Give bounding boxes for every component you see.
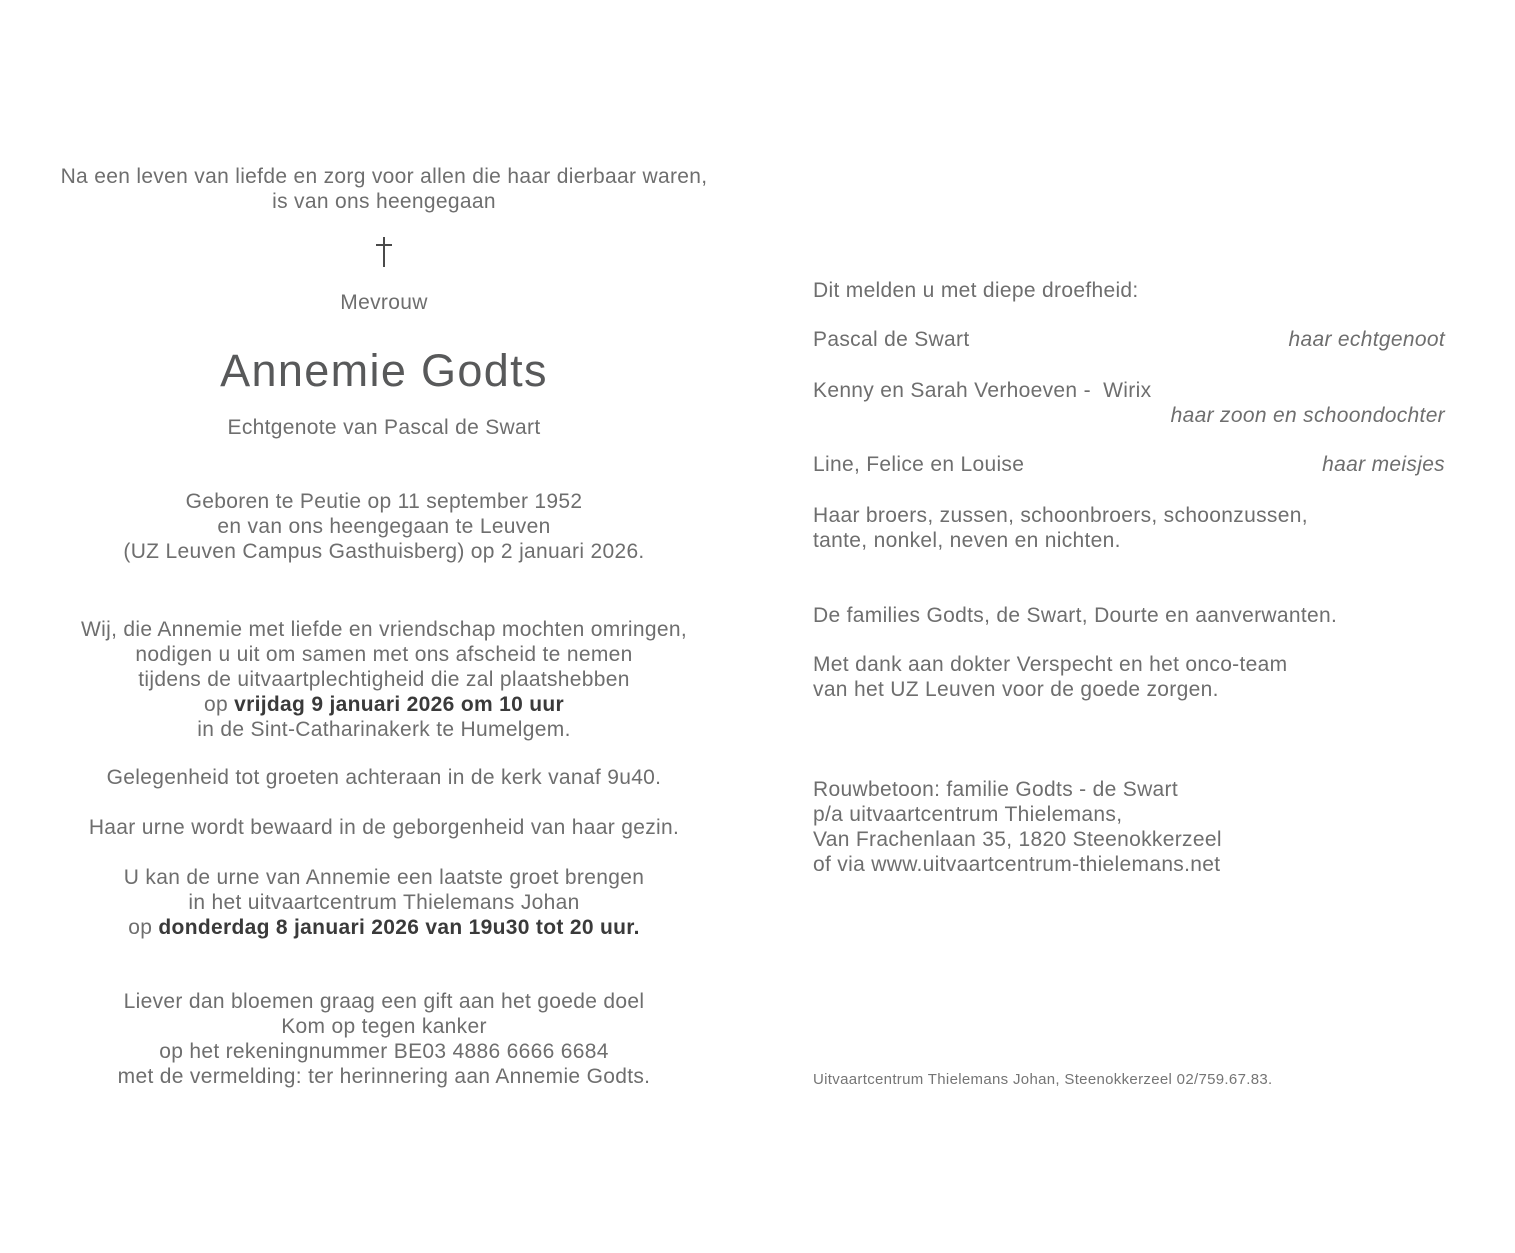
condolence-address [813, 777, 1445, 877]
service-date-prefix: op [203, 693, 235, 716]
funeral-invitation [24, 617, 744, 742]
thanks-line-1: Met dank aan dokter Verspecht en het onco-team [813, 653, 1288, 676]
visitation-date-line [24, 915, 744, 940]
condolence-line-1: Rouwbetoon: familie Godts - de Swart [813, 778, 1179, 801]
death-place-line: (UZ Leuven Campus Gasthuisberg) op 2 januari 2026. [123, 540, 645, 563]
death-line: en van ons heengegaan te Leuven [217, 515, 551, 538]
relation-role: haar zoon en schoondochter [1170, 404, 1445, 427]
deceased-name: Annemie Godts [220, 345, 548, 396]
invitation-line-2: nodigen u uit om samen met ons afscheid te nemen [135, 643, 633, 666]
salutation: Mevrouw [340, 291, 428, 314]
thanks-line-2: van het UZ Leuven voor de goede zorgen. [813, 678, 1219, 701]
announcement-line: Dit melden u met diepe droefheid: [813, 279, 1139, 302]
greeting-line: Gelegenheid tot groeten achteraan in de kerk vanaf 9u40. [106, 766, 662, 789]
donation-line-2: Kom op tegen kanker [281, 1015, 487, 1038]
spouse-line: Echtgenote van Pascal de Swart [227, 416, 541, 439]
relation-row-girls [813, 452, 1445, 477]
condolence-line-2: p/a uitvaartcentrum Thielemans, [813, 803, 1123, 826]
funeral-home-footer: Uitvaartcentrum Thielemans Johan, Steenokkerzeel 02/759.67.83. [813, 1071, 1273, 1088]
visitation-date-prefix: op [128, 916, 159, 939]
urn-line: Haar urne wordt bewaard in de geborgenheid van haar gezin. [88, 816, 680, 839]
visitation-info [24, 865, 744, 940]
service-date-line [24, 692, 744, 717]
intro-line-2: is van ons heengegaan [272, 190, 496, 213]
donation-line-4: met de vermelding: ter herinnering aan Annemie Godts. [117, 1065, 651, 1088]
invitation-line-1: Wij, die Annemie met liefde en vriendschap mochten omringen, [80, 618, 688, 641]
visitation-date-bold: donderdag 8 januari 2026 van 19u30 tot 20 uur. [158, 916, 640, 939]
extended-family-line-1: Haar broers, zussen, schoonbroers, schoonzussen, [813, 504, 1308, 527]
birth-line: Geboren te Peutie op 11 september 1952 [185, 490, 583, 513]
service-location-line: in de Sint-Catharinakerk te Humelgem. [197, 718, 571, 741]
condolence-line-3: Van Frachenlaan 35, 1820 Steenokkerzeel [813, 828, 1222, 851]
service-date-bold: vrijdag 9 januari 2026 om 10 uur [234, 693, 565, 716]
families-line: De families Godts, de Swart, Dourte en aanverwanten. [813, 604, 1338, 627]
visitation-line-1: U kan de urne van Annemie een laatste groet brengen [123, 866, 645, 889]
intro-line-1: Na een leven van liefde en zorg voor allen die haar dierbaar waren, [60, 165, 708, 188]
intro-text [24, 164, 744, 214]
extended-family-line-2: tante, nonkel, neven en nichten. [813, 529, 1121, 552]
invitation-line-3: tijdens de uitvaartplechtigheid die zal plaatshebben [138, 668, 630, 691]
life-dates [24, 489, 744, 564]
donation-line-1: Liever dan bloemen graag een gift aan het goede doel [123, 990, 645, 1013]
relation-name: Kenny en Sarah Verhoeven - Wirix [813, 379, 1152, 402]
relation-name: Pascal de Swart [813, 328, 970, 351]
relation-name: Line, Felice en Louise [813, 453, 1025, 476]
relation-row-son [813, 378, 1445, 428]
visitation-line-2: in het uitvaartcentrum Thielemans Johan [188, 891, 580, 914]
relation-row-husband [813, 327, 1445, 352]
condolence-website: of via www.uitvaartcentrum-thielemans.net [813, 853, 1221, 876]
relation-role: haar meisjes [1322, 453, 1445, 476]
donation-info [24, 989, 744, 1089]
thanks-note [813, 652, 1445, 702]
relation-role: haar echtgenoot [1288, 328, 1445, 351]
latin-cross-icon [376, 237, 392, 267]
donation-line-3: op het rekeningnummer BE03 4886 6666 6684 [159, 1040, 609, 1063]
extended-family [813, 503, 1445, 553]
